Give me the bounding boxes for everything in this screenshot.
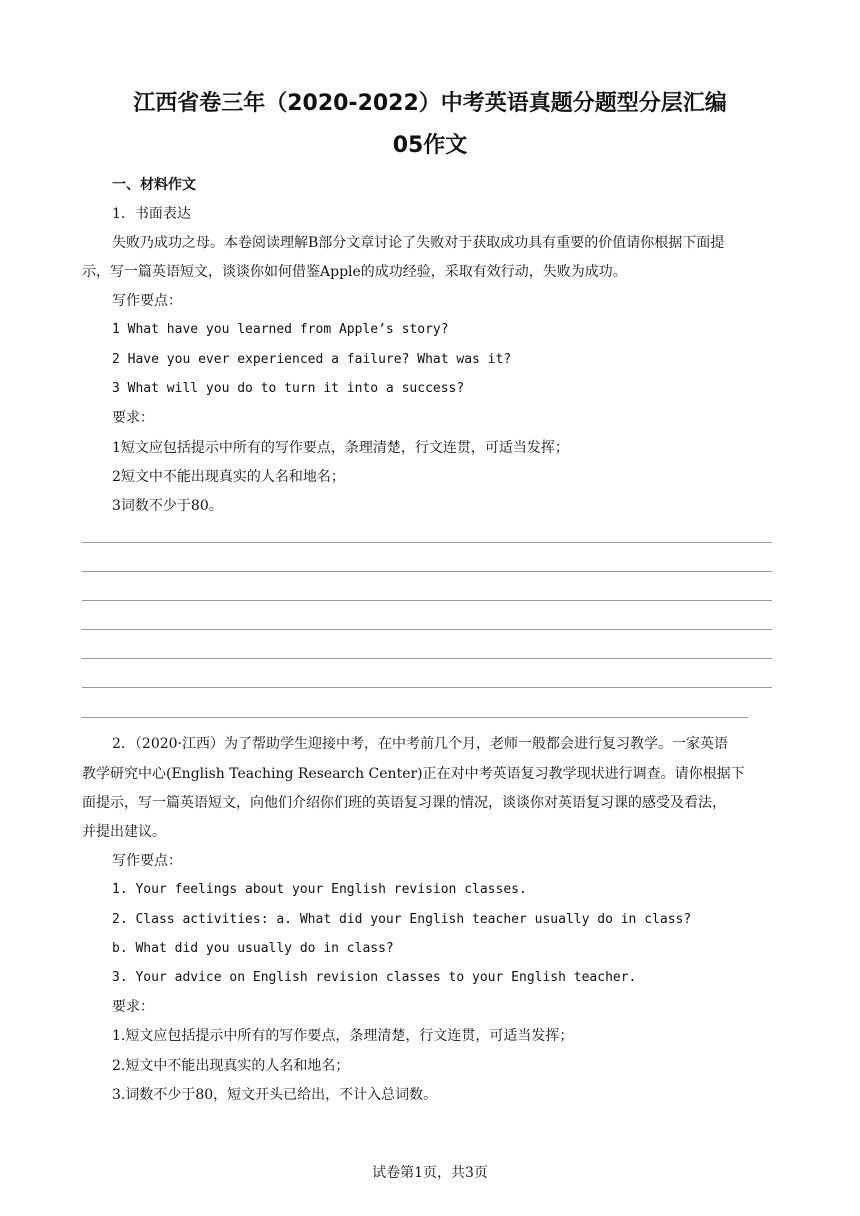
q1-requirements-label: 要求： <box>112 410 154 426</box>
q2-points-label: 写作要点： <box>112 853 182 869</box>
q1-point: 3 What will you do to turn it into a success? <box>112 381 465 396</box>
q2-requirement: 1.短文应包括提示中所有的写作要点，条理清楚，行文连贯，可适当发挥； <box>112 1028 574 1044</box>
q2-point: 2. Class activities: a. What did your English teacher usually do in class? <box>112 912 692 927</box>
answer-line[interactable] <box>82 600 772 601</box>
q1-requirement: 1短文应包括提示中所有的写作要点，条理清楚，行文连贯，可适当发挥； <box>112 440 569 456</box>
answer-line[interactable] <box>82 629 772 630</box>
answer-line[interactable] <box>82 687 772 688</box>
q2-requirements-label: 要求： <box>112 999 154 1015</box>
answer-line[interactable] <box>82 571 772 572</box>
document-subtitle: 05作文 <box>392 133 468 158</box>
q1-requirement: 2短文中不能出现真实的人名和地名； <box>112 469 345 485</box>
q2-intro-line-2: 教学研究中心(English Teaching Research Center)正在对中考英语复习教学现状进行调查。请你根据下 <box>82 766 745 782</box>
q2-point: b. What did you usually do in class? <box>112 941 394 956</box>
answer-line[interactable] <box>82 658 772 659</box>
answer-line[interactable] <box>82 717 748 718</box>
answer-line[interactable] <box>82 542 772 543</box>
page-footer: 试卷第1页，共3页 <box>372 1165 488 1181</box>
document-title: 江西省卷三年（2020-2022）中考英语真题分题型分层汇编 <box>133 91 727 116</box>
q1-point: 1 What have you learned from Apple’s story? <box>112 322 449 337</box>
q1-requirement: 3词数不少于80。 <box>112 498 223 514</box>
q2-intro-line-3: 面提示，写一篇英语短文，向他们介绍你们班的英语复习课的情况，谈谈你对英语复习课的感受及看法， <box>82 795 726 811</box>
q2-intro-line-1: 2．（2020·江西）为了帮助学生迎接中考，在中考前几个月，老师一般都会进行复习教学。一家英语 <box>112 736 728 752</box>
q1-points-label: 写作要点： <box>112 293 182 309</box>
q2-point: 1. Your feelings about your English revision classes. <box>112 882 527 897</box>
q1-intro-line-2: 示，写一篇英语短文，谈谈你如何借鉴Apple的成功经验，采取有效行动，失败为成功。 <box>82 264 627 280</box>
q2-requirement: 2.短文中不能出现真实的人名和地名； <box>112 1058 350 1074</box>
q2-point: 3. Your advice on English revision classes to your English teacher. <box>112 970 637 985</box>
q1-intro-line-1: 失败乃成功之母。本卷阅读理解B部分文章讨论了失败对于获取成功具有重要的价值请你根据下面提 <box>112 235 725 251</box>
q2-intro-line-4: 并提出建议。 <box>82 824 166 840</box>
q1-number: 1．书面表达 <box>112 206 191 222</box>
q2-requirement: 3.词数不少于80，短文开头已给出，不计入总词数。 <box>112 1087 438 1103</box>
section-heading: 一、材料作文 <box>112 177 196 193</box>
q1-point: 2 Have you ever experienced a failure? What was it? <box>112 352 512 367</box>
